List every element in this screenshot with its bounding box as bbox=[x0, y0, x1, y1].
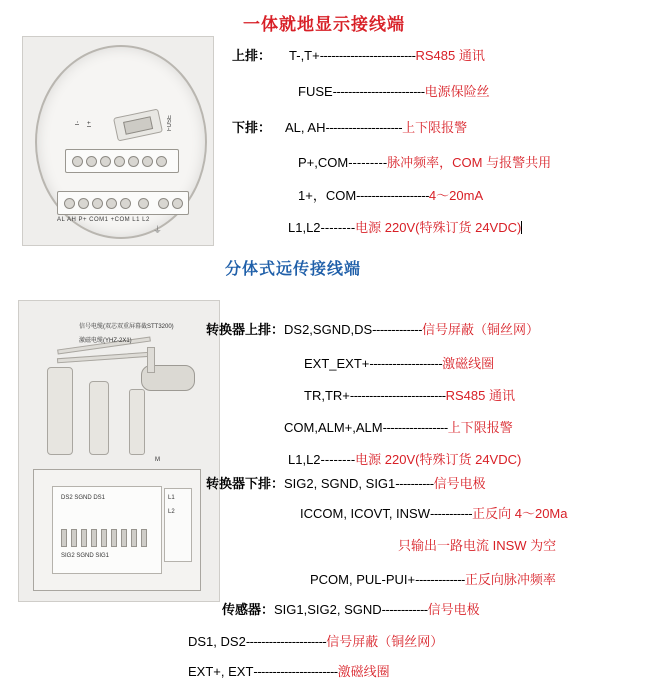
sensor-assembly bbox=[33, 319, 195, 469]
row-desc-b2: RS485 通讯 bbox=[445, 388, 515, 403]
text-row-bottom-4 bbox=[288, 452, 521, 468]
photo-remote-transmission-terminal bbox=[18, 300, 220, 602]
sensor-tube-mid bbox=[89, 381, 109, 455]
row-dash-2: -------------------- bbox=[325, 120, 403, 135]
row-desc-1: 电源保险丝 bbox=[424, 84, 490, 99]
row-term-b0: DS2,SGND,DS bbox=[284, 322, 373, 337]
row-term-1: FUSE bbox=[298, 84, 333, 99]
row-dash-b6: ----------- bbox=[430, 506, 473, 521]
sensor-tube-right bbox=[129, 389, 145, 455]
text-row-bottom-10 bbox=[188, 634, 443, 650]
row-dash-b11: ---------------------- bbox=[253, 664, 338, 679]
row-dash-b5: ---------- bbox=[395, 476, 434, 491]
row-lead-b5: 转换器下排： bbox=[206, 476, 285, 491]
row-term-3: P+,COM--------- bbox=[298, 155, 388, 170]
label-fuse: FUSE bbox=[167, 115, 173, 132]
row-dash-1: ------------------------ bbox=[332, 84, 425, 99]
text-row-bottom-1 bbox=[304, 356, 494, 372]
row-dash-4: ------------------- bbox=[356, 188, 429, 203]
sensor-tube-left bbox=[47, 367, 73, 455]
text-row-top-2 bbox=[232, 120, 467, 136]
terminal-block-lower bbox=[57, 191, 189, 215]
row-desc-b0: 信号屏蔽（铜丝网） bbox=[421, 322, 539, 337]
cable-excitation bbox=[57, 352, 151, 364]
row-term-b11: EXT+, EXT bbox=[188, 664, 254, 679]
page-title-top: 一体就地显示接线端 bbox=[243, 15, 405, 34]
row-dash-b9: ------------ bbox=[381, 602, 428, 617]
row-dash-b0: ------------- bbox=[372, 322, 422, 337]
converter-power-area: L1 L2 bbox=[164, 488, 192, 562]
note-m-mark: M bbox=[155, 457, 160, 463]
row-desc-b5: 信号电极 bbox=[433, 476, 486, 491]
text-row-bottom-11 bbox=[188, 664, 390, 680]
row-dash-0: ------------------------- bbox=[319, 48, 416, 63]
row-desc-b9: 信号电极 bbox=[427, 602, 480, 617]
text-row-bottom-5 bbox=[206, 476, 486, 492]
row-desc-b3: 上下限报警 bbox=[447, 420, 513, 435]
row-desc-4: 4～20mA bbox=[428, 188, 484, 203]
row-desc-b7: 只输出一路电流 INSW 为空 bbox=[398, 538, 557, 553]
row-dash-b8: ------------- bbox=[415, 572, 465, 587]
row-dash-b3: ----------------- bbox=[382, 420, 448, 435]
label-t-minus: T- bbox=[75, 121, 81, 127]
row-term-b4: L1,L2-------- bbox=[288, 452, 356, 467]
row-lead-2: 下排： bbox=[232, 120, 272, 135]
text-cursor bbox=[521, 221, 522, 234]
row-lead-b9: 传感器： bbox=[222, 602, 275, 617]
row-desc-b8: 正反向脉冲频率 bbox=[464, 572, 556, 587]
converter-enclosure bbox=[33, 469, 201, 591]
row-term-b6: ICCOM, ICOVT, INSW bbox=[300, 506, 430, 521]
row-term-b2: TR,TR+ bbox=[304, 388, 350, 403]
row-desc-0: RS485 通讯 bbox=[415, 48, 485, 63]
text-row-bottom-6 bbox=[300, 506, 568, 522]
text-row-top-4 bbox=[298, 188, 483, 204]
cable-junction bbox=[147, 347, 155, 373]
label-t-plus: T+ bbox=[87, 121, 93, 129]
terminal-block-upper bbox=[65, 149, 179, 173]
text-row-bottom-8 bbox=[310, 572, 556, 588]
row-desc-b4: 电源 220V(特殊订货 24VDC) bbox=[355, 452, 522, 467]
photo-integrated-terminal bbox=[22, 36, 214, 246]
row-term-4: 1+，COM bbox=[298, 188, 357, 203]
converter-terminal-area: DS2 SGND DS1 SIG2 SGND SIG1 bbox=[52, 486, 162, 574]
row-desc-b6: 正反向 4～20Ma bbox=[472, 506, 568, 521]
row-dash-b2: ------------------------- bbox=[349, 388, 446, 403]
row-term-b8: PCOM, PUL-PUI+ bbox=[310, 572, 416, 587]
row-term-0: T-,T+ bbox=[289, 48, 320, 63]
text-row-bottom-0 bbox=[206, 322, 539, 338]
ground-symbol-icon: ⏚ bbox=[153, 225, 163, 235]
text-row-top-5 bbox=[288, 220, 522, 236]
row-dash-b1: ------------------- bbox=[369, 356, 443, 371]
row-term-b1: EXT_EXT+ bbox=[304, 356, 370, 371]
terminal-row-labels: AL AH P+ COM1 +COM L1 L2 bbox=[57, 217, 150, 223]
row-desc-2: 上下限报警 bbox=[402, 120, 468, 135]
row-term-b3: COM,ALM+,ALM bbox=[284, 420, 383, 435]
text-row-top-1 bbox=[298, 84, 490, 100]
row-lead-b0: 转换器上排： bbox=[206, 322, 285, 337]
text-row-bottom-7 bbox=[398, 538, 556, 554]
row-term-b5: SIG2, SGND, SIG1 bbox=[284, 476, 396, 491]
note-signal-cable: 信号电缆(双芯双重屏幕截STT3200) bbox=[79, 324, 174, 330]
row-desc-b10: 信号屏蔽（铜丝网） bbox=[326, 634, 444, 649]
row-desc-b11: 激磁线圈 bbox=[337, 664, 390, 679]
note-excitation-cable: 激磁电缆(YHZ-2X1) bbox=[79, 338, 132, 344]
text-row-top-3 bbox=[298, 155, 551, 171]
row-desc-b1: 激磁线圈 bbox=[442, 356, 495, 371]
text-row-top-0 bbox=[232, 48, 485, 64]
row-dash-b10: --------------------- bbox=[245, 634, 327, 649]
row-term-b9: SIG1,SIG2, SGND bbox=[274, 602, 382, 617]
row-term-2: AL, AH bbox=[285, 120, 326, 135]
row-term-b10: DS1, DS2 bbox=[188, 634, 246, 649]
text-row-bottom-2 bbox=[304, 388, 515, 404]
row-lead-0: 上排： bbox=[232, 48, 272, 63]
text-row-bottom-9 bbox=[222, 602, 480, 618]
row-desc-3: 脉冲频率，COM 与报警共用 bbox=[387, 155, 552, 170]
text-row-bottom-3 bbox=[284, 420, 513, 436]
row-desc-5: 电源 220V(特殊订货 24VDC) bbox=[355, 220, 522, 235]
row-term-5: L1,L2-------- bbox=[288, 220, 356, 235]
page-title-middle: 分体式远传接线端 bbox=[225, 261, 362, 278]
